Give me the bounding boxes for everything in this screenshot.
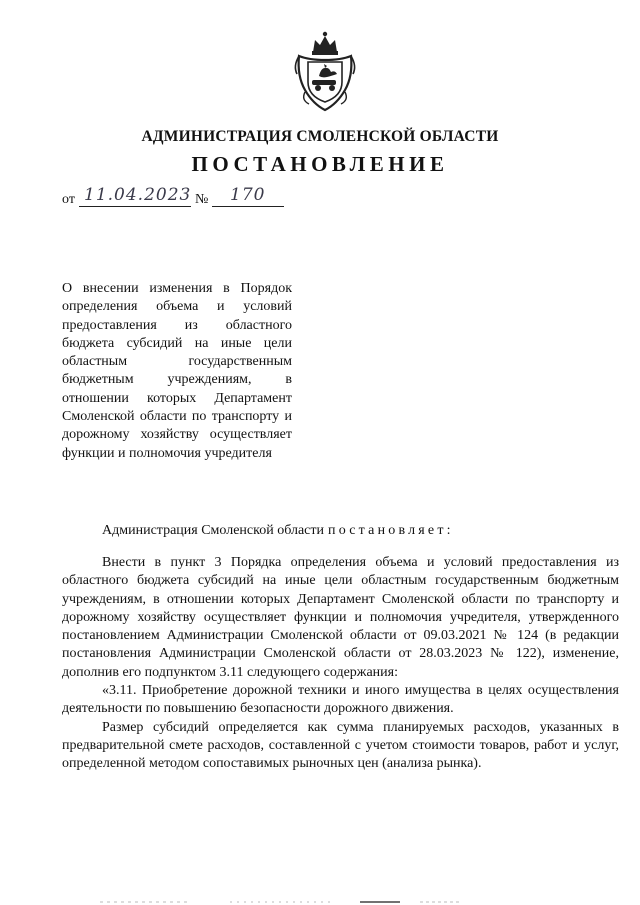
date-value: 11.04.2023	[84, 185, 192, 205]
preamble-line	[102, 522, 454, 540]
preamble-text: Администрация Смоленской области	[102, 523, 325, 538]
decree-word: постановляет:	[328, 523, 454, 538]
document-type-title: ПОСТАНОВЛЕНИЕ	[191, 152, 449, 176]
date-underline	[79, 206, 191, 207]
subject-text: О внесении изменения в Порядок определения объема и условий предоставления из областного бюджета субсидий на иные цели областным государственным бюджетным учреждениям, в отношении которых Департамент Смоленской области по транспорту и дорожному хозяйству осуществляет функции и полномочия учредителя	[62, 281, 292, 461]
subject-block	[62, 280, 292, 463]
body-text	[62, 554, 619, 774]
date-from-label: от	[62, 192, 75, 207]
date-number-line	[62, 185, 302, 210]
body-paragraph: Размер субсидий определяется как сумма планируемых расходов, указанных в предварительной смете расходов, составленной с учетом стоимости товаров, работ и услуг, определенной методом сопоставимых рыночных цен (анализа рынка).	[62, 719, 619, 772]
number-underline	[212, 206, 284, 207]
organization-name: АДМИНИСТРАЦИЯ СМОЛЕНСКОЙ ОБЛАСТИ	[141, 128, 499, 145]
scan-artifacts	[0, 880, 640, 905]
body-paragraph: «3.11. Приобретение дорожной техники и иного имущества в целях осуществления деятельности по повышению безопасности дорожного движения.	[62, 683, 619, 717]
smolensk-coat-of-arms-icon	[291, 30, 359, 114]
number-value: 170	[230, 185, 266, 205]
number-label: №	[195, 192, 209, 207]
body-paragraph: Внести в пункт 3 Порядка определения объема и условий предоставления из областного бюджета субсидий на иные цели областным государственным бюджетным учреждениям, в отношении которых Департамент Смоленской области по транспорту и дорожному хозяйству осуществляет функции и полномочия учредителя, утвержденного постановлением Администрации Смоленской области от 09.03.2021 № 124 (в редакции постановления Администрации Смоленской области от 28.03.2023 № 122), изменение, дополнив его подпунктом 3.11 следующего содержания:	[62, 555, 619, 680]
